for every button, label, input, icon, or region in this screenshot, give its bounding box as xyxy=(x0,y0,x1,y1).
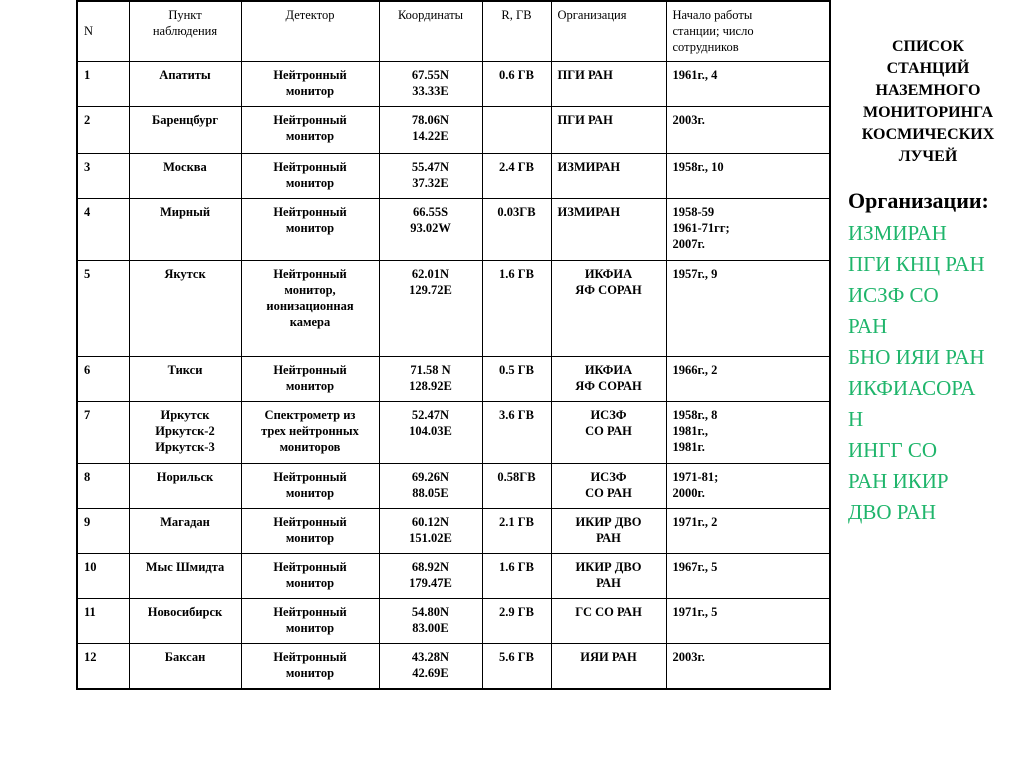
cell-detector: Нейтронный монитор xyxy=(241,553,379,598)
cell-coordinates: 66.55S 93.02W xyxy=(379,198,482,260)
cell-start: 1967г., 5 xyxy=(666,553,830,598)
cell-start: 2003г. xyxy=(666,106,830,153)
table-row xyxy=(77,153,830,198)
cell-coordinates: 71.58 N 128.92E xyxy=(379,356,482,401)
table-row xyxy=(77,106,830,153)
cell-organization: ГС СО РАН xyxy=(551,598,666,643)
cell-rigidity: 0.58ГВ xyxy=(482,463,551,508)
cell-station: Баксан xyxy=(129,643,241,689)
cell-n: 3 xyxy=(77,153,129,198)
cell-detector: Нейтронный монитор xyxy=(241,356,379,401)
cell-organization: ИКИР ДВО РАН xyxy=(551,508,666,553)
cell-start: 1957г., 9 xyxy=(666,260,830,356)
table-header-row xyxy=(77,1,830,61)
cell-start: 1958-59 1961-71гг; 2007г. xyxy=(666,198,830,260)
cell-detector: Нейтронный монитор xyxy=(241,198,379,260)
cell-organization: ИКФИА ЯФ СОРАН xyxy=(551,356,666,401)
table-row xyxy=(77,401,830,463)
cell-coordinates: 52.47N 104.03E xyxy=(379,401,482,463)
cell-coordinates: 67.55N 33.33E xyxy=(379,61,482,106)
cell-n: 7 xyxy=(77,401,129,463)
cell-coordinates: 69.26N 88.05E xyxy=(379,463,482,508)
cell-n: 9 xyxy=(77,508,129,553)
cell-organization: ПГИ РАН xyxy=(551,106,666,153)
cell-coordinates: 43.28N 42.69E xyxy=(379,643,482,689)
header-coordinates: Координаты xyxy=(379,1,482,61)
cell-station: Иркутск Иркутск-2 Иркутск-3 xyxy=(129,401,241,463)
table-row xyxy=(77,260,830,356)
cell-coordinates: 68.92N 179.47E xyxy=(379,553,482,598)
cell-coordinates: 62.01N 129.72E xyxy=(379,260,482,356)
cell-n: 8 xyxy=(77,463,129,508)
cell-organization: ИСЗФ СО РАН xyxy=(551,401,666,463)
cell-detector: Нейтронный монитор, ионизационная камера xyxy=(241,260,379,356)
cell-organization: ИЗМИРАН xyxy=(551,153,666,198)
cell-organization: ИЗМИРАН xyxy=(551,198,666,260)
organizations-list: ИЗМИРАН ПГИ КНЦ РАН ИСЗФ СО РАН БНО ИЯИ РАН ИКФИАСОРА Н ИНГГ СО РАН ИКИР ДВО РАН xyxy=(848,221,985,524)
cell-station: Мыс Шмидта xyxy=(129,553,241,598)
table-row xyxy=(77,198,830,260)
cell-n: 4 xyxy=(77,198,129,260)
cell-station: Мирный xyxy=(129,198,241,260)
header-detector: Детектор xyxy=(241,1,379,61)
cell-rigidity: 2.4 ГВ xyxy=(482,153,551,198)
cell-detector: Нейтронный монитор xyxy=(241,643,379,689)
cell-detector: Нейтронный монитор xyxy=(241,598,379,643)
cell-rigidity: 1.6 ГВ xyxy=(482,553,551,598)
cell-organization: ИСЗФ СО РАН xyxy=(551,463,666,508)
table-row xyxy=(77,643,830,689)
cell-start: 1961г., 4 xyxy=(666,61,830,106)
header-organization: Организация xyxy=(551,1,666,61)
cell-coordinates: 54.80N 83.00E xyxy=(379,598,482,643)
cell-coordinates: 78.06N 14.22E xyxy=(379,106,482,153)
cell-n: 12 xyxy=(77,643,129,689)
cell-n: 11 xyxy=(77,598,129,643)
cell-detector: Нейтронный монитор xyxy=(241,153,379,198)
cell-rigidity: 0.03ГВ xyxy=(482,198,551,260)
table-row xyxy=(77,463,830,508)
cell-n: 1 xyxy=(77,61,129,106)
cell-rigidity xyxy=(482,106,551,153)
table-row xyxy=(77,598,830,643)
cell-start: 2003г. xyxy=(666,643,830,689)
cell-detector: Нейтронный монитор xyxy=(241,61,379,106)
cell-station: Москва xyxy=(129,153,241,198)
cell-start: 1971г., 2 xyxy=(666,508,830,553)
header-station: Пункт наблюдения xyxy=(129,1,241,61)
cell-organization: ИЯИ РАН xyxy=(551,643,666,689)
cell-coordinates: 55.47N 37.32E xyxy=(379,153,482,198)
cell-detector: Спектрометр из трех нейтронных мониторов xyxy=(241,401,379,463)
sidebar-title: СПИСОК СТАНЦИЙ НАЗЕМНОГО МОНИТОРИНГА КОСМИЧЕСКИХ ЛУЧЕЙ xyxy=(861,38,995,165)
cell-station: Новосибирск xyxy=(129,598,241,643)
cell-station: Апатиты xyxy=(129,61,241,106)
cell-detector: Нейтронный монитор xyxy=(241,508,379,553)
cell-rigidity: 2.9 ГВ xyxy=(482,598,551,643)
cell-organization: ПГИ РАН xyxy=(551,61,666,106)
cell-rigidity: 5.6 ГВ xyxy=(482,643,551,689)
cell-rigidity: 0.6 ГВ xyxy=(482,61,551,106)
cell-start: 1958г., 8 1981г., 1981г. xyxy=(666,401,830,463)
cell-coordinates: 60.12N 151.02E xyxy=(379,508,482,553)
header-rigidity: R, ГВ xyxy=(482,1,551,61)
header-start: Начало работы станции; число сотрудников xyxy=(666,1,830,61)
header-n: N xyxy=(77,1,129,61)
cell-rigidity: 3.6 ГВ xyxy=(482,401,551,463)
cell-rigidity: 1.6 ГВ xyxy=(482,260,551,356)
cell-station: Магадан xyxy=(129,508,241,553)
table-row xyxy=(77,508,830,553)
cell-organization: ИКИР ДВО РАН xyxy=(551,553,666,598)
table-row xyxy=(77,356,830,401)
cell-start: 1966г., 2 xyxy=(666,356,830,401)
cell-n: 10 xyxy=(77,553,129,598)
cell-n: 2 xyxy=(77,106,129,153)
organizations-heading: Организации: xyxy=(848,188,989,213)
cell-n: 6 xyxy=(77,356,129,401)
cell-start: 1971-81; 2000г. xyxy=(666,463,830,508)
cell-station: Норильск xyxy=(129,463,241,508)
cell-station: Якутск xyxy=(129,260,241,356)
cell-detector: Нейтронный монитор xyxy=(241,106,379,153)
table-row xyxy=(77,61,830,106)
cell-rigidity: 2.1 ГВ xyxy=(482,508,551,553)
cell-start: 1971г., 5 xyxy=(666,598,830,643)
cell-rigidity: 0.5 ГВ xyxy=(482,356,551,401)
stations-table-wrap xyxy=(76,0,829,690)
cell-organization: ИКФИА ЯФ СОРАН xyxy=(551,260,666,356)
cell-start: 1958г., 10 xyxy=(666,153,830,198)
stations-table xyxy=(76,0,831,690)
table-row xyxy=(77,553,830,598)
cell-station: Тикси xyxy=(129,356,241,401)
cell-n: 5 xyxy=(77,260,129,356)
cell-detector: Нейтронный монитор xyxy=(241,463,379,508)
cell-station: Баренцбург xyxy=(129,106,241,153)
